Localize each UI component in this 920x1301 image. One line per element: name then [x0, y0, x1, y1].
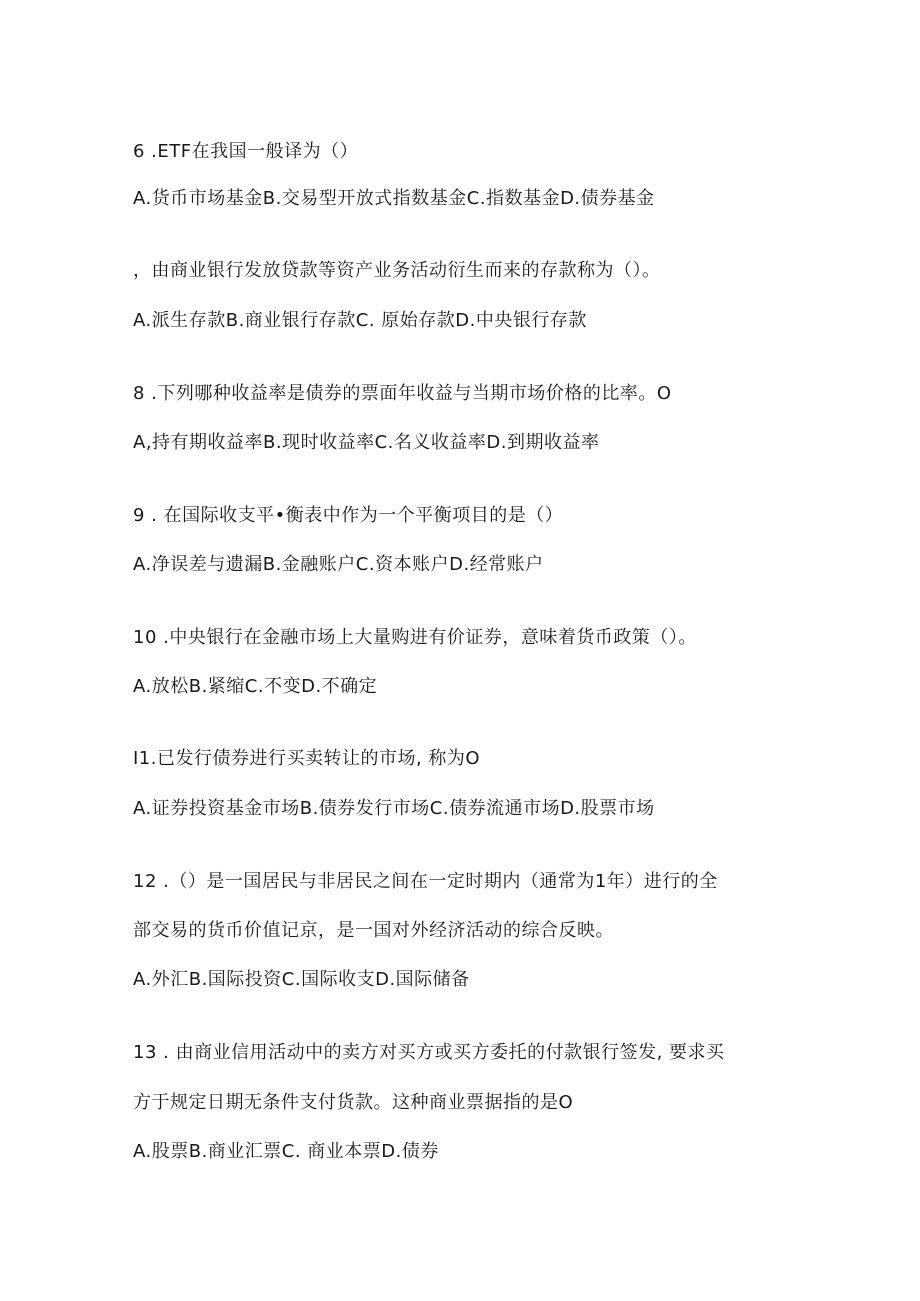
question-7-options: A.派生存款B.商业银行存款C. 原始存款D.中央银行存款	[133, 310, 587, 331]
question-13-stem-line-2: 方于规定日期无条件支付货款。这种商业票据指的是O	[133, 1092, 574, 1113]
question-13-options: A.股票B.商业汇票C. 商业本票D.债券	[133, 1141, 439, 1162]
question-12-stem-line-1: 12 .（）是一国居民与非居民之间在一定时期内（通常为1年）进行的全	[133, 871, 718, 892]
question-6-stem: 6 .ETF在我国一般译为（）	[133, 141, 359, 162]
question-9-stem: 9 . 在国际收支平•衡表中作为一个平衡项目的是（）	[133, 505, 564, 526]
question-8-stem: 8 .下列哪种收益率是债券的票面年收益与当期市场价格的比率。O	[133, 383, 672, 404]
question-8-options: A,持有期收益率B.现时收益率C.名义收益率D.到期收益率	[133, 432, 600, 453]
question-13-stem-line-1: 13 . 由商业信用活动中的卖方对买方或买方委托的付款银行签发, 要求买	[133, 1042, 725, 1063]
question-11-stem: I1.已发行债券进行买卖转让的市场, 称为O	[133, 748, 481, 769]
question-7-stem: ，由商业银行发放贷款等资产业务活动衍生而来的存款称为（）。	[133, 260, 661, 281]
question-6-options: A.货币市场基金B.交易型开放式指数基金C.指数基金D.债券基金	[133, 188, 655, 209]
question-10-stem: 10 .中央银行在金融市场上大量购进有价证券，意味着货币政策（）。	[133, 627, 697, 648]
question-9-options: A.净误差与遗漏B.金融账户C.资本账户D.经常账户	[133, 554, 544, 575]
question-11-options: A.证券投资基金市场B.债券发行市场C.债券流通市场D.股票市场	[133, 798, 655, 819]
question-12-options: A.外汇B.国际投资C.国际收支D.国际储备	[133, 969, 470, 990]
question-10-options: A.放松B.紧缩C.不变D.不确定	[133, 676, 378, 697]
question-12-stem-line-2: 部交易的货币价值记京，是一国对外经济活动的综合反映。	[133, 920, 614, 941]
